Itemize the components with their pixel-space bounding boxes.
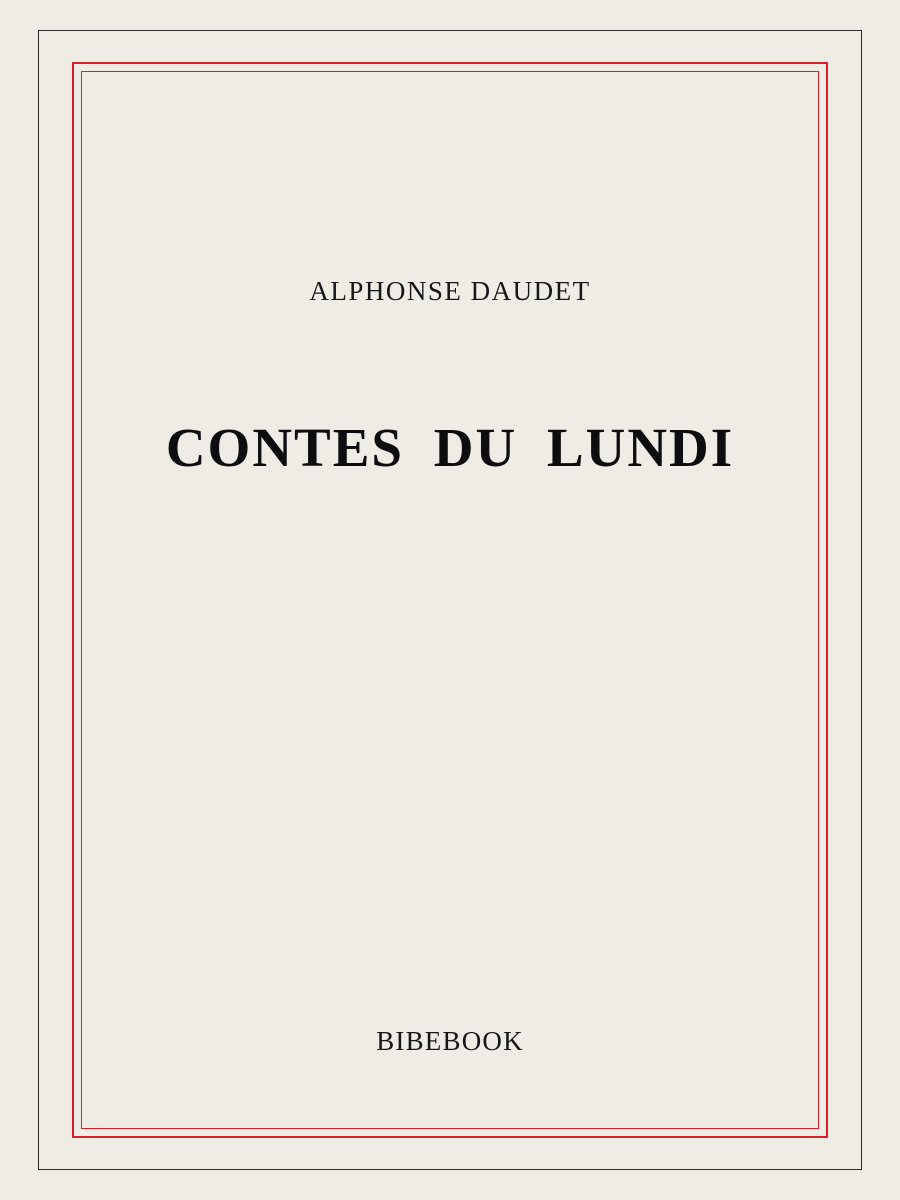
book-title: CONTES DU LUNDI	[165, 417, 735, 478]
cover-content	[81, 71, 819, 1129]
author-name: ALPHONSE DAUDET	[309, 276, 591, 306]
publisher-name: BIBEBOOK	[376, 1026, 524, 1056]
